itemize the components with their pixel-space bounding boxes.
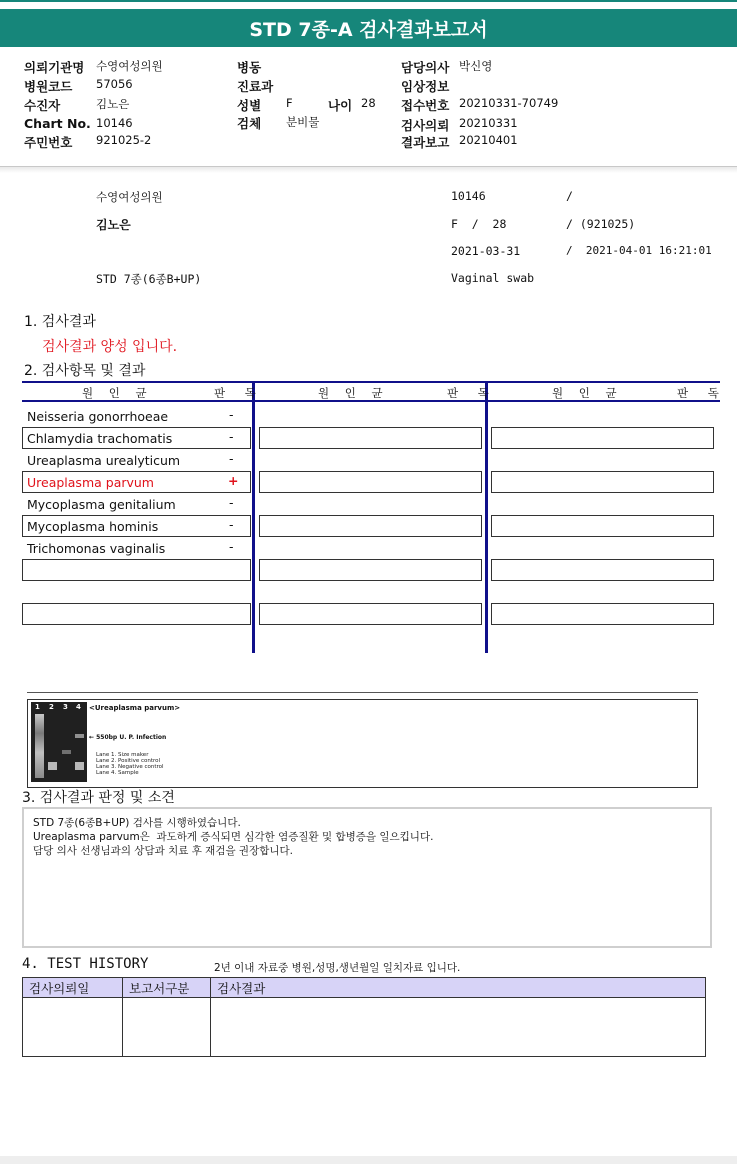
request-date-label: 검사의뢰 (401, 118, 450, 133)
finding-line: 담당 의사 선생님과의 상담과 치료 후 재검을 권장합니다. (33, 845, 293, 857)
specimen-value: 분비물 (286, 115, 320, 129)
gel-lane-2-band (48, 762, 57, 770)
receipt-no-label: 접수번호 (401, 98, 450, 113)
report-date-value: 20210401 (459, 133, 518, 147)
gel-top-rule (27, 692, 698, 693)
gel-band-label: ← 550bp U. P. Infection (89, 734, 167, 741)
result-cell-frame (259, 427, 482, 449)
history-note: 2년 이내 자료중 병원,성명,생년월일 일치자료 입니다. (214, 962, 461, 974)
gel-lane-1 (35, 714, 44, 778)
results-column-divider-1 (252, 383, 255, 653)
summary-birth: / (921025) (566, 217, 636, 231)
organism-name: Mycoplasma genitalium (27, 497, 176, 512)
result-cell-frame (491, 471, 714, 493)
section-1-title: 1. 검사결과 (24, 314, 96, 330)
organism-result: - (229, 517, 234, 532)
col-result-header-2: 판 독 (447, 386, 497, 400)
report-date-label: 결과보고 (401, 135, 450, 150)
col-result-header-3: 판 독 (677, 386, 727, 400)
summary-request-date: 2021-03-31 (451, 244, 521, 258)
finding-line: STD 7종(6종B+UP) 검사를 시행하였습니다. (33, 817, 241, 829)
patient-label: 수진자 (24, 98, 61, 113)
gel-lane-label: 2 (49, 703, 54, 711)
gel-lane-4-band-top (75, 734, 84, 738)
age-label: 나이 (328, 98, 353, 113)
department-label: 진료과 (237, 79, 274, 94)
resident-no-value: 921025-2 (96, 133, 152, 147)
section-2-title: 2. 검사항목 및 결과 (24, 363, 146, 379)
result-cell-frame (259, 471, 482, 493)
summary-slash: / (566, 189, 573, 203)
result-cell-frame (491, 427, 714, 449)
col-organism-header-1: 원 인 균 (82, 386, 153, 400)
result-cell-frame (491, 559, 714, 581)
patient-value: 김노은 (96, 97, 130, 111)
summary-report-datetime: / 2021-04-01 16:21:01 (566, 244, 712, 257)
gel-lane-label: 3 (63, 703, 68, 711)
history-col-result: 검사결과 (211, 978, 706, 998)
summary-chart-no: 10146 (451, 189, 486, 203)
summary-specimen: Vaginal swab (451, 271, 535, 285)
request-date-value: 20210331 (459, 116, 518, 130)
institution-label: 의뢰기관명 (24, 60, 85, 75)
gel-legend-item: Lane 2. Positive control (96, 758, 161, 764)
header-shadow (0, 167, 737, 173)
organism-result: - (229, 451, 234, 466)
chart-no-label: Chart No. (24, 116, 91, 131)
results-column-divider-2 (485, 383, 488, 653)
gel-legend-item: Lane 1. Size maker (96, 752, 149, 758)
finding-line: Ureaplasma parvum은 과도하게 증식되면 심각한 염증질환 및 합병증을 일으킵니다. (33, 831, 434, 843)
ward-label: 병동 (237, 60, 262, 75)
organism-name: Mycoplasma hominis (27, 519, 159, 534)
organism-result: - (229, 539, 234, 554)
result-cell-frame (491, 515, 714, 537)
top-rule (0, 0, 737, 2)
gel-lane-4-band (75, 762, 84, 770)
history-col-type: 보고서구분 (123, 978, 211, 998)
gel-lane-label: 4 (76, 703, 81, 711)
result-cell-frame (22, 559, 251, 581)
organism-name: Trichomonas vaginalis (27, 541, 166, 556)
section-4-title: 4. TEST HISTORY (22, 956, 149, 972)
result-cell-frame (259, 603, 482, 625)
organism-name-positive: Ureaplasma parvum (27, 475, 154, 490)
sex-label: 성별 (237, 98, 262, 113)
summary-test-name: STD 7종(6종B+UP) (96, 272, 202, 286)
summary-institution: 수영여성의원 (96, 190, 163, 204)
col-organism-header-3: 원 인 균 (552, 386, 623, 400)
history-cell (123, 998, 211, 1057)
section-3-title: 3. 검사결과 판정 및 소견 (22, 790, 175, 806)
col-organism-header-2: 원 인 균 (318, 386, 389, 400)
hospital-code-value: 57056 (96, 77, 133, 91)
organism-name: Ureaplasma urealyticum (27, 453, 181, 468)
organism-result-positive: + (228, 473, 239, 488)
result-cell-frame (259, 515, 482, 537)
summary-sex-age: F / 28 (451, 217, 507, 231)
summary-patient: 김노은 (96, 218, 131, 232)
gel-lane-label: 1 (35, 703, 40, 711)
receipt-no-value: 20210331-70749 (459, 96, 559, 110)
organism-name: Chlamydia trachomatis (27, 431, 173, 446)
specimen-label: 검체 (237, 116, 262, 131)
col-result-header-1: 판 독 (214, 386, 264, 400)
gel-title: <Ureaplasma parvum> (89, 704, 181, 712)
result-cell-frame (259, 559, 482, 581)
institution-value: 수영여성의원 (96, 59, 163, 73)
organism-result: - (229, 429, 234, 444)
results-table-top-rule (22, 381, 720, 383)
positive-result-message: 검사결과 양성 입니다. (42, 339, 178, 355)
organism-result: - (229, 407, 234, 422)
resident-no-label: 주민번호 (24, 135, 73, 150)
organism-result: - (229, 495, 234, 510)
organism-name: Neisseria gonorrhoeae (27, 409, 169, 424)
gel-legend-item: Lane 3. Negative control (96, 764, 164, 770)
doctor-value: 박신영 (459, 59, 493, 73)
result-cell-frame (22, 603, 251, 625)
chart-no-value: 10146 (96, 116, 133, 130)
history-cell (23, 998, 123, 1057)
history-cell (211, 998, 706, 1057)
hospital-code-label: 병원코드 (24, 79, 73, 94)
gel-lane-3-band (62, 750, 71, 754)
result-cell-frame (491, 603, 714, 625)
clinical-info-label: 임상정보 (401, 79, 450, 94)
doctor-label: 담당의사 (401, 60, 450, 75)
gel-image (31, 702, 87, 782)
sex-value: F (286, 96, 293, 110)
history-col-date: 검사의뢰일 (23, 978, 123, 998)
report-title: STD 7종-A 검사결과보고서 (0, 9, 737, 47)
footer-bar (0, 1156, 737, 1164)
gel-legend-item: Lane 4. Sample (96, 770, 139, 776)
history-table (22, 977, 706, 1057)
age-value: 28 (361, 96, 376, 110)
